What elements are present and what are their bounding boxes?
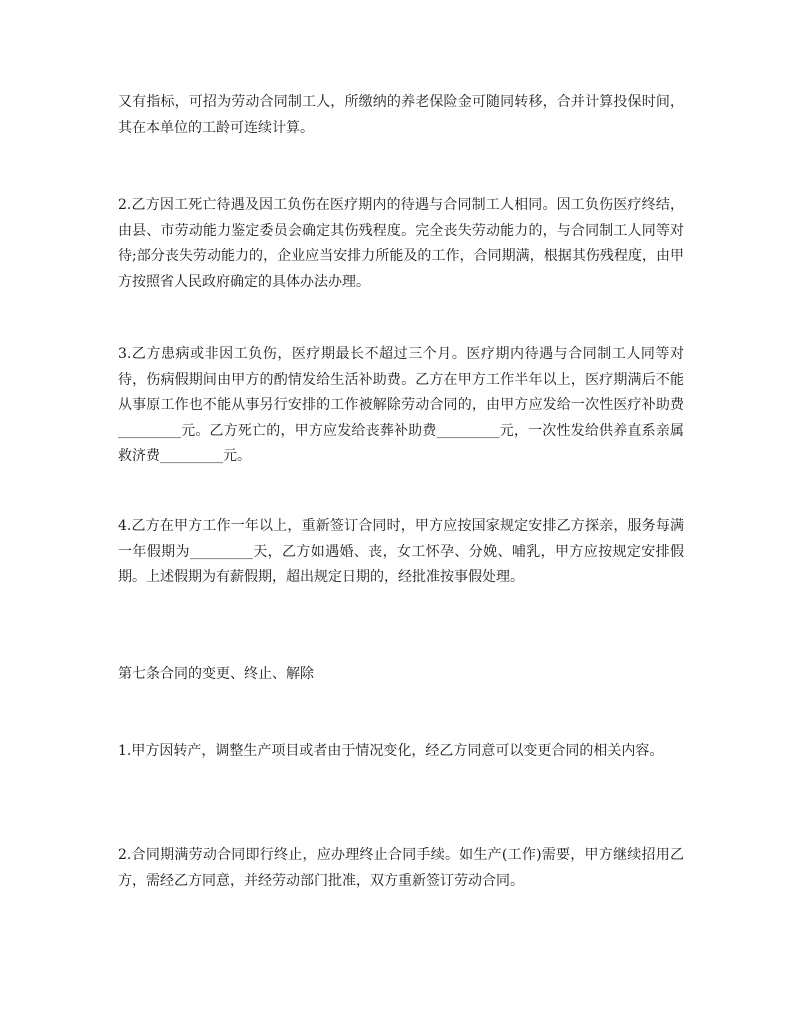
- paragraph-clause-3-sickness-benefits: 3.乙方患病或非因工负伤，医疗期最长不超过三个月。医疗期内待遇与合同制工人同等对待，伤病假期间由甲方的酌情发给生活补助费。乙方在甲方工作半年以上，医疗期满后不能从事原工作也不能从事另行安排的工作被解除劳动合同的，由甲方应发给一次性医疗补助费_________元。乙方死亡的，甲方应发给丧葬补助费_________元，一次性发给供养直系亲属救济费_________元。: [118, 346, 684, 464]
- paragraph-article-7-clause-1: 1.甲方因转产，调整生产项目或者由于情况变化，经乙方同意可以变更合同的相关内容。: [118, 743, 664, 759]
- section-heading-article-7: 第七条合同的变更、终止、解除: [118, 666, 314, 682]
- paragraph-clause-4-leave: 4.乙方在甲方工作一年以上，重新签订合同时，甲方应按国家规定安排乙方探亲，服务每满一年假期为_________天，乙方如遇婚、丧，女工怀孕、分娩、哺乳，甲方应按规定安排假期。上述假期为有薪假期，超出规定日期的，经批准按事假处理。: [118, 518, 684, 585]
- paragraph-article-7-clause-2: 2.合同期满劳动合同即行终止，应办理终止合同手续。如生产(工作)需要，甲方继续招用乙方，需经乙方同意，并经劳动部门批准，双方重新签订劳动合同。: [118, 847, 684, 889]
- paragraph-clause-2-work-injury: 2.乙方因工死亡待遇及因工负伤在医疗期内的待遇与合同制工人相同。因工负伤医疗终结，由县、市劳动能力鉴定委员会确定其伤残程度。完全丧失劳动能力的，与合同制工人同等对待;部分丧失劳动能力的，企业应当安排力所能及的工作，合同期满，根据其伤残程度，由甲方按照省人民政府确定的具体办法办理。: [118, 197, 684, 290]
- paragraph-continuation-insurance-transfer: 又有指标，可招为劳动合同制工人，所缴纳的养老保险金可随同转移，合并计算投保时间，其在本单位的工龄可连续计算。: [118, 94, 684, 136]
